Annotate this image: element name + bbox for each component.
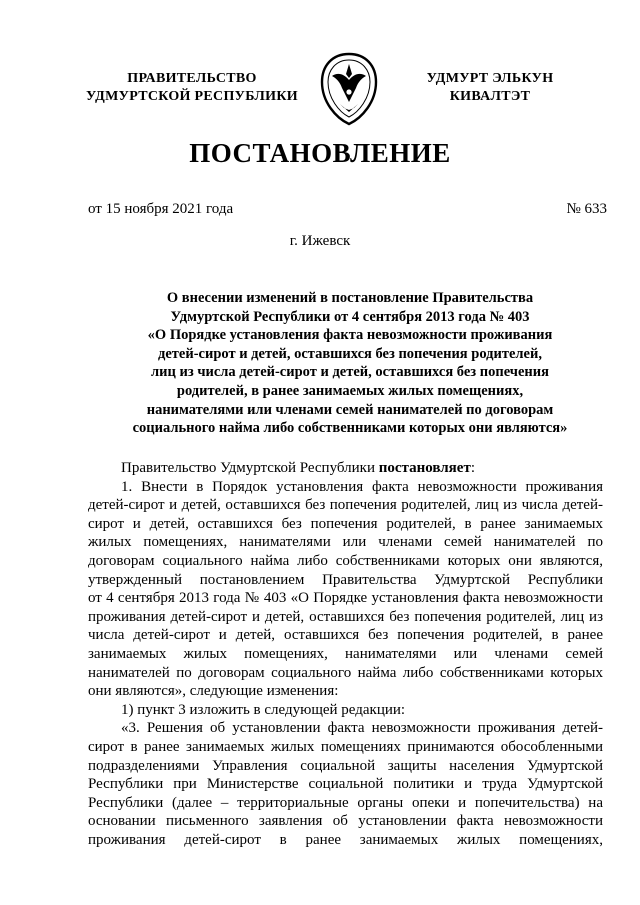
document-title: ПОСТАНОВЛЕНИЕ <box>189 138 451 168</box>
header-left-line-2: УДМУРТСКОЙ РЕСПУБЛИКИ <box>86 89 298 104</box>
body-line: договорам социального найма либо собственниками которых они являются, <box>88 552 603 569</box>
body-line: проживания детей-сирот в ранее занимаемых жилых помещениях, <box>88 831 603 848</box>
intro-bold-verb: постановляет <box>378 460 471 476</box>
government-name-russian <box>72 70 312 106</box>
subject-line: нанимателями или членами семей нанимателей по договорам <box>146 401 554 418</box>
intro-text: Правительство Удмуртской Республики <box>121 460 379 476</box>
body-line: детей-сирот и детей, оставшихся без попечения родителей, лиц из числа детей- <box>88 497 603 514</box>
subject-line: «О Порядке установления факта невозможности проживания <box>147 327 553 344</box>
body-intro <box>88 459 603 478</box>
body-line: от 4 сентября 2013 года № 403 «О Порядке установления факта невозможности <box>88 590 603 607</box>
document-number: № 633 <box>566 201 607 217</box>
body-line: они являются», следующие изменения: <box>88 683 339 700</box>
government-name-udmurt <box>400 70 580 106</box>
subject-line: социального найма либо собственниками которых они являются» <box>132 420 568 437</box>
body-line: занимаемых жилых помещениях, нанимателями или членами семей <box>88 645 603 662</box>
body-line: Республики при Министерстве социальной политики и труда Удмуртской <box>88 776 603 793</box>
body-line: 1. Внести в Порядок установления факта невозможности проживания <box>121 478 603 495</box>
subject-line: родителей, в ранее занимаемых жилых помещениях, <box>176 382 524 399</box>
subject-line: Удмуртской Республики от 4 сентября 2013 года № 403 <box>170 308 530 325</box>
body-line: основании письменного заявления об установлении факта невозможности <box>88 813 603 830</box>
intro-colon: : <box>470 460 475 476</box>
body-line: утвержденный постановлением Правительства Удмуртской Республики <box>88 571 603 588</box>
body-line: нанимателей по договорам социального найма либо собственниками которых <box>88 664 603 681</box>
body-line: жилых помещениях, нанимателями или членами семей нанимателей по <box>88 534 603 551</box>
body-line: проживания детей-сирот и детей, оставшихся без попечения родителей, лиц из <box>88 608 603 625</box>
body-line: сирот в ранее занимаемых жилых помещениях принимаются обособленными <box>88 738 603 755</box>
subject-line: лиц из числа детей-сирот и детей, оставшихся без попечения <box>151 364 549 381</box>
body-line: 1) пункт 3 изложить в следующей редакции: <box>121 701 406 718</box>
header-left-line-1: ПРАВИТЕЛЬСТВО <box>127 71 257 86</box>
document-date: от 15 ноября 2021 года <box>88 201 234 217</box>
document-city: г. Ижевск <box>289 233 351 249</box>
header-right-line-1: УДМУРТ ЭЛЬКУН <box>426 71 554 86</box>
body-line: «3. Решения об установлении факта невозможности проживания детей- <box>121 720 603 737</box>
header-right-line-2: КИВАЛТЭТ <box>449 89 531 104</box>
udmurt-coat-of-arms-emblem <box>318 52 380 126</box>
body-line: Республики (далее – территориальные органы опеки и попечительства) на <box>88 794 603 811</box>
document-body <box>88 459 603 849</box>
document-subject <box>100 289 600 438</box>
body-line: числа детей-сирот и детей, оставшихся без попечения родителей, в ранее <box>88 627 603 644</box>
subject-line: детей-сирот и детей, оставшихся без попечения родителей, <box>158 345 542 362</box>
subject-line: О внесении изменений в постановление Правительства <box>166 290 534 306</box>
body-line: сирот и детей, оставшихся без попечения родителей, в ранее занимаемых <box>88 515 603 532</box>
body-line: подразделениями Управления социальной защиты населения Удмуртской <box>88 757 603 774</box>
